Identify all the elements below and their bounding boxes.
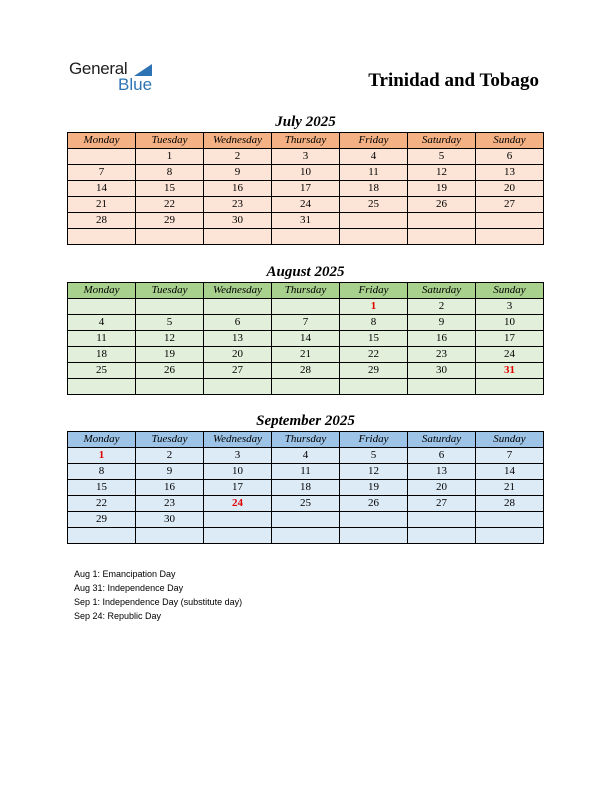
- day-cell: 10: [204, 464, 272, 480]
- week-row: [68, 229, 544, 245]
- day-cell: 4: [68, 315, 136, 331]
- day-cell: 22: [136, 197, 204, 213]
- weekday-header: Monday: [68, 133, 136, 149]
- month-title: July 2025: [275, 114, 336, 130]
- day-cell: 5: [340, 448, 408, 464]
- day-cell: [136, 379, 204, 395]
- day-cell: 23: [136, 496, 204, 512]
- month-july: [67, 112, 544, 245]
- day-cell: 19: [408, 181, 476, 197]
- logo-general-text: General: [69, 59, 128, 78]
- day-cell: 3: [476, 299, 544, 315]
- day-cell: [408, 229, 476, 245]
- calendar-table: [67, 282, 544, 395]
- day-cell: 15: [68, 480, 136, 496]
- day-cell: 8: [68, 464, 136, 480]
- day-cell: [204, 528, 272, 544]
- day-cell: 26: [136, 363, 204, 379]
- day-cell: 31: [476, 363, 544, 379]
- week-row: [68, 181, 544, 197]
- month-september: [67, 411, 544, 544]
- day-cell: 16: [408, 331, 476, 347]
- weekday-header: Sunday: [476, 432, 544, 448]
- week-row: [68, 448, 544, 464]
- day-cell: 26: [408, 197, 476, 213]
- day-cell: 24: [476, 347, 544, 363]
- holiday-note: Sep 1: Independence Day (substitute day): [74, 597, 243, 607]
- day-cell: 28: [272, 363, 340, 379]
- day-cell: [272, 299, 340, 315]
- weekday-header: Friday: [340, 133, 408, 149]
- month-title: August 2025: [266, 264, 345, 280]
- day-cell: [340, 229, 408, 245]
- day-cell: [68, 229, 136, 245]
- day-cell: 22: [340, 347, 408, 363]
- weekday-header: Saturday: [408, 432, 476, 448]
- day-cell: 29: [340, 363, 408, 379]
- day-cell: 1: [68, 448, 136, 464]
- day-cell: 4: [340, 149, 408, 165]
- day-cell: 29: [136, 213, 204, 229]
- day-cell: 30: [136, 512, 204, 528]
- day-cell: 15: [340, 331, 408, 347]
- weekday-header-row: [68, 283, 544, 299]
- weekday-header: Sunday: [476, 133, 544, 149]
- day-cell: 12: [136, 331, 204, 347]
- day-cell: [476, 229, 544, 245]
- day-cell: [68, 299, 136, 315]
- weekday-header: Sunday: [476, 283, 544, 299]
- day-cell: 5: [408, 149, 476, 165]
- day-cell: 21: [476, 480, 544, 496]
- day-cell: [204, 299, 272, 315]
- logo-blue-text: Blue: [118, 75, 153, 94]
- week-row: [68, 331, 544, 347]
- day-cell: 28: [68, 213, 136, 229]
- day-cell: 16: [136, 480, 204, 496]
- day-cell: 12: [340, 464, 408, 480]
- calendar-table: [67, 132, 544, 245]
- day-cell: 10: [476, 315, 544, 331]
- logo: [69, 60, 152, 93]
- day-cell: [136, 528, 204, 544]
- logo-flag-icon: [134, 64, 152, 76]
- day-cell: 19: [136, 347, 204, 363]
- day-cell: 24: [204, 496, 272, 512]
- week-row: [68, 347, 544, 363]
- weekday-header: Friday: [340, 432, 408, 448]
- day-cell: 17: [204, 480, 272, 496]
- day-cell: [476, 528, 544, 544]
- week-row: [68, 480, 544, 496]
- week-row: [68, 315, 544, 331]
- day-cell: 31: [272, 213, 340, 229]
- day-cell: 27: [204, 363, 272, 379]
- day-cell: 30: [408, 363, 476, 379]
- day-cell: 8: [136, 165, 204, 181]
- holiday-note: Aug 31: Independence Day: [74, 583, 184, 593]
- month-title: September 2025: [256, 413, 355, 429]
- weekday-header: Tuesday: [136, 432, 204, 448]
- day-cell: 14: [476, 464, 544, 480]
- day-cell: 14: [68, 181, 136, 197]
- week-row: [68, 149, 544, 165]
- weekday-header: Tuesday: [136, 283, 204, 299]
- day-cell: 7: [476, 448, 544, 464]
- day-cell: 25: [272, 496, 340, 512]
- day-cell: 16: [204, 181, 272, 197]
- day-cell: 27: [408, 496, 476, 512]
- day-cell: 6: [408, 448, 476, 464]
- day-cell: [476, 512, 544, 528]
- holiday-note: Aug 1: Emancipation Day: [74, 569, 176, 579]
- day-cell: 29: [68, 512, 136, 528]
- day-cell: [408, 379, 476, 395]
- day-cell: 5: [136, 315, 204, 331]
- day-cell: [272, 229, 340, 245]
- day-cell: 24: [272, 197, 340, 213]
- week-row: [68, 379, 544, 395]
- weekday-header: Thursday: [272, 133, 340, 149]
- day-cell: 23: [408, 347, 476, 363]
- day-cell: 21: [68, 197, 136, 213]
- day-cell: 27: [476, 197, 544, 213]
- holiday-note: Sep 24: Republic Day: [74, 611, 162, 621]
- weekday-header: Wednesday: [204, 432, 272, 448]
- day-cell: 22: [68, 496, 136, 512]
- day-cell: 13: [204, 331, 272, 347]
- week-row: [68, 528, 544, 544]
- calendar-table: [67, 431, 544, 544]
- day-cell: [476, 379, 544, 395]
- weekday-header-row: [68, 133, 544, 149]
- day-cell: [340, 512, 408, 528]
- day-cell: 9: [204, 165, 272, 181]
- day-cell: [68, 149, 136, 165]
- day-cell: 18: [272, 480, 340, 496]
- day-cell: 20: [408, 480, 476, 496]
- day-cell: 25: [340, 197, 408, 213]
- day-cell: [272, 379, 340, 395]
- day-cell: [204, 379, 272, 395]
- day-cell: 28: [476, 496, 544, 512]
- weekday-header: Wednesday: [204, 133, 272, 149]
- day-cell: 11: [68, 331, 136, 347]
- day-cell: 13: [408, 464, 476, 480]
- day-cell: 4: [272, 448, 340, 464]
- day-cell: 21: [272, 347, 340, 363]
- week-row: [68, 464, 544, 480]
- week-row: [68, 165, 544, 181]
- day-cell: [272, 512, 340, 528]
- day-cell: 2: [408, 299, 476, 315]
- day-cell: 1: [340, 299, 408, 315]
- week-row: [68, 496, 544, 512]
- day-cell: 1: [136, 149, 204, 165]
- week-row: [68, 197, 544, 213]
- day-cell: [408, 213, 476, 229]
- day-cell: 11: [340, 165, 408, 181]
- day-cell: [476, 213, 544, 229]
- day-cell: 13: [476, 165, 544, 181]
- day-cell: [340, 379, 408, 395]
- day-cell: 20: [204, 347, 272, 363]
- page-title: Trinidad and Tobago: [368, 70, 539, 91]
- day-cell: 3: [272, 149, 340, 165]
- day-cell: 23: [204, 197, 272, 213]
- weekday-header: Wednesday: [204, 283, 272, 299]
- weekday-header: Friday: [340, 283, 408, 299]
- day-cell: 6: [204, 315, 272, 331]
- weekday-header: Tuesday: [136, 133, 204, 149]
- weekday-header: Monday: [68, 432, 136, 448]
- week-row: [68, 363, 544, 379]
- day-cell: 17: [476, 331, 544, 347]
- day-cell: 6: [476, 149, 544, 165]
- day-cell: 8: [340, 315, 408, 331]
- weekday-header: Saturday: [408, 133, 476, 149]
- day-cell: [204, 512, 272, 528]
- day-cell: 14: [272, 331, 340, 347]
- day-cell: 18: [68, 347, 136, 363]
- day-cell: 20: [476, 181, 544, 197]
- day-cell: [68, 379, 136, 395]
- day-cell: [136, 299, 204, 315]
- weekday-header-row: [68, 432, 544, 448]
- day-cell: 2: [136, 448, 204, 464]
- day-cell: 3: [204, 448, 272, 464]
- day-cell: 2: [204, 149, 272, 165]
- day-cell: 7: [68, 165, 136, 181]
- day-cell: 26: [340, 496, 408, 512]
- holiday-notes: [74, 567, 242, 623]
- day-cell: 9: [136, 464, 204, 480]
- day-cell: 7: [272, 315, 340, 331]
- day-cell: [68, 528, 136, 544]
- month-august: [67, 262, 544, 395]
- day-cell: 25: [68, 363, 136, 379]
- day-cell: 17: [272, 181, 340, 197]
- day-cell: [340, 213, 408, 229]
- week-row: [68, 299, 544, 315]
- day-cell: 12: [408, 165, 476, 181]
- weekday-header: Saturday: [408, 283, 476, 299]
- day-cell: 15: [136, 181, 204, 197]
- day-cell: 19: [340, 480, 408, 496]
- weekday-header: Thursday: [272, 283, 340, 299]
- day-cell: 10: [272, 165, 340, 181]
- day-cell: 30: [204, 213, 272, 229]
- day-cell: [136, 229, 204, 245]
- weekday-header: Thursday: [272, 432, 340, 448]
- day-cell: 9: [408, 315, 476, 331]
- week-row: [68, 213, 544, 229]
- week-row: [68, 512, 544, 528]
- day-cell: [408, 528, 476, 544]
- day-cell: 18: [340, 181, 408, 197]
- day-cell: [272, 528, 340, 544]
- day-cell: [204, 229, 272, 245]
- day-cell: [408, 512, 476, 528]
- day-cell: 11: [272, 464, 340, 480]
- day-cell: [340, 528, 408, 544]
- weekday-header: Monday: [68, 283, 136, 299]
